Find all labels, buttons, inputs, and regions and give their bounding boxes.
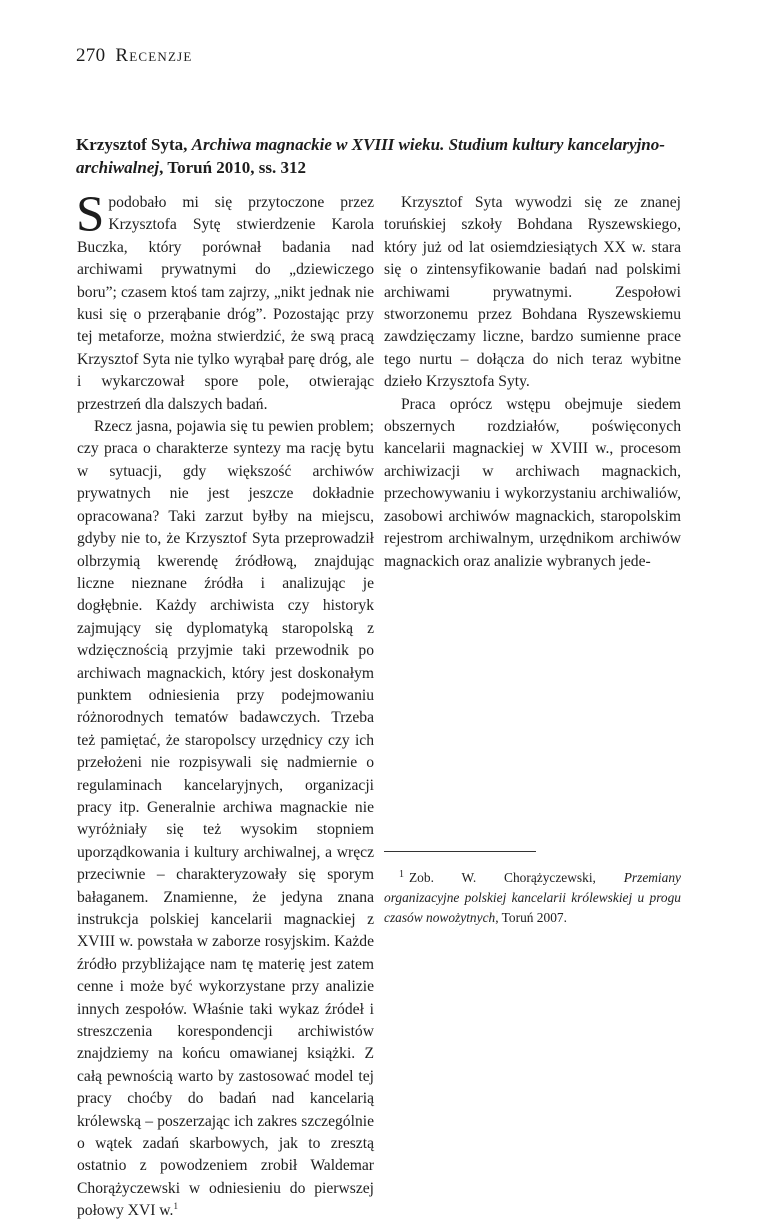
review-book-title: Archiwa magnackie w XVIII wieku. Studium kultury kancelaryjno-archiwalnej — [76, 135, 665, 177]
footnote-number: 1 — [399, 868, 404, 880]
footnote-title: Przemiany organizacyjne polskiej kancelarii królewskiej u progu czasów nowożytnych — [384, 870, 681, 925]
footnote-tail: , Toruń 2007. — [495, 910, 567, 925]
paragraph-3 — [384, 192, 681, 394]
footnote-lead: Zob. W. Chorążyczewski, — [409, 870, 624, 885]
running-header — [76, 45, 193, 67]
paragraph-3-text: Krzysztof Syta wywodzi się ze znanej toruńskiej szkoły Bohdana Ryszewskiego, który już od lat osiemdziesiątych XX w. stara się o zintensyfikowanie badań nad polskimi archiwami prywatnymi. Zespołowi stworzonemu przez Bohdana Ryszewskiemu zawdzięczamy liczne, bardzo sumienne prace tego nurtu – dołącza do nich teraz wybitne dzieło Krzysztofa Syty. — [384, 194, 681, 391]
paragraph-1 — [76, 187, 374, 416]
review-title — [76, 133, 686, 179]
section-title: Recenzje — [115, 45, 193, 66]
footnote — [384, 868, 681, 928]
text-column-left — [76, 187, 374, 1223]
footnote-ref[interactable]: 1 — [173, 1201, 178, 1212]
footnote-divider — [384, 851, 536, 852]
paragraph-4 — [384, 394, 681, 573]
page-number: 270 — [76, 45, 106, 66]
paragraph-2-text: Rzecz jasna, pojawia się tu pewien problem; czy praca o charakterze syntezy ma rację bytu w sytuacji, gdy większość archiwów prywatnych nie jest jeszcze dokładnie opracowana? Taki zarzut byłby na miejscu, gdyby nie to, że Krzysztof Syta przeprowadził olbrzymią kwerendę źródłową, znajdując liczne nieznane źródła i analizując je dogłębnie. Każdy archiwista czy historyk zajmujący się dyplomatyką staropolską z wdzięcznością przyjmie taki przewodnik po archiwach magnackich, który jest doskonałym punktem odniesienia przy podejmowaniu różnorodnych tematów badawczych. Trzeba też pamiętać, że staropolscy urzędnicy czy ich przełożeni nie rozpisywali się nadmiernie o regulaminach kancelaryjnych, organizacji pracy itp. Generalnie archiwa magnackie nie wyróżniały się też wysokim stopniem uporządkowania i kultury archiwalnej, a wręcz przeciwnie – charakteryzowały się sporym bałaganem. Znamienne, że jedyna znana instrukcja polskiej kancelarii magnackiej z XVIII w. powstała w zaborze rosyjskim. Każde źródło przybliżające nam tę materię jest zatem cenne i może być wykorzystane przy analizie innych zespołów. Właśnie taki wykaz źródeł i streszczenia korespondencji archiwistów znajdziemy na końcu omawianej książki. Z całą pewnością warto by zastosować model tej pracy choćby do badań nad kancelarią królewską – poszerzając ich zakres szczególnie o wątek zadań skarbowych, jak to zresztą ostatnio z powodzeniem zrobił Waldemar Chorążyczewski w odniesieniu do pierwszej połowy XVI w. — [77, 418, 374, 1220]
review-publication: , Toruń 2010, ss. 312 — [159, 158, 307, 177]
paragraph-1-text: podobało mi się przytoczone przez Krzysztofa Sytę stwierdzenie Karola Buczka, który porównał badania nad archiwami prywatnymi do „dziewiczego boru”; czasem ktoś tam zajrzy, „nikt jednak nie kusi się o przerąbanie dróg”. Pozostając przy tej metaforze, można stwierdzić, że swą pracą Krzysztof Syta nie tylko wyrąbał parę dróg, ale i wykarczował spore pole, otwierając przestrzeń dla dalszych badań. — [77, 194, 374, 413]
drop-cap: S — [76, 187, 105, 243]
paragraph-4-text: Praca oprócz wstępu obejmuje siedem obszernych rozdziałów, poświęconych kancelarii magnackiej w XVIII w., procesom archiwizacji w archiwach magnackich, przechowywaniu i wykorzystaniu archiwaliów, zasobowi archiwów magnackich, staropolskim rejestrom archiwalnym, urzędnikom archiwów magnackich oraz analizie wybranych jede- — [384, 395, 681, 570]
review-author: Krzysztof Syta, — [76, 135, 192, 154]
text-column-right — [384, 192, 681, 573]
paragraph-2 — [77, 416, 374, 1223]
